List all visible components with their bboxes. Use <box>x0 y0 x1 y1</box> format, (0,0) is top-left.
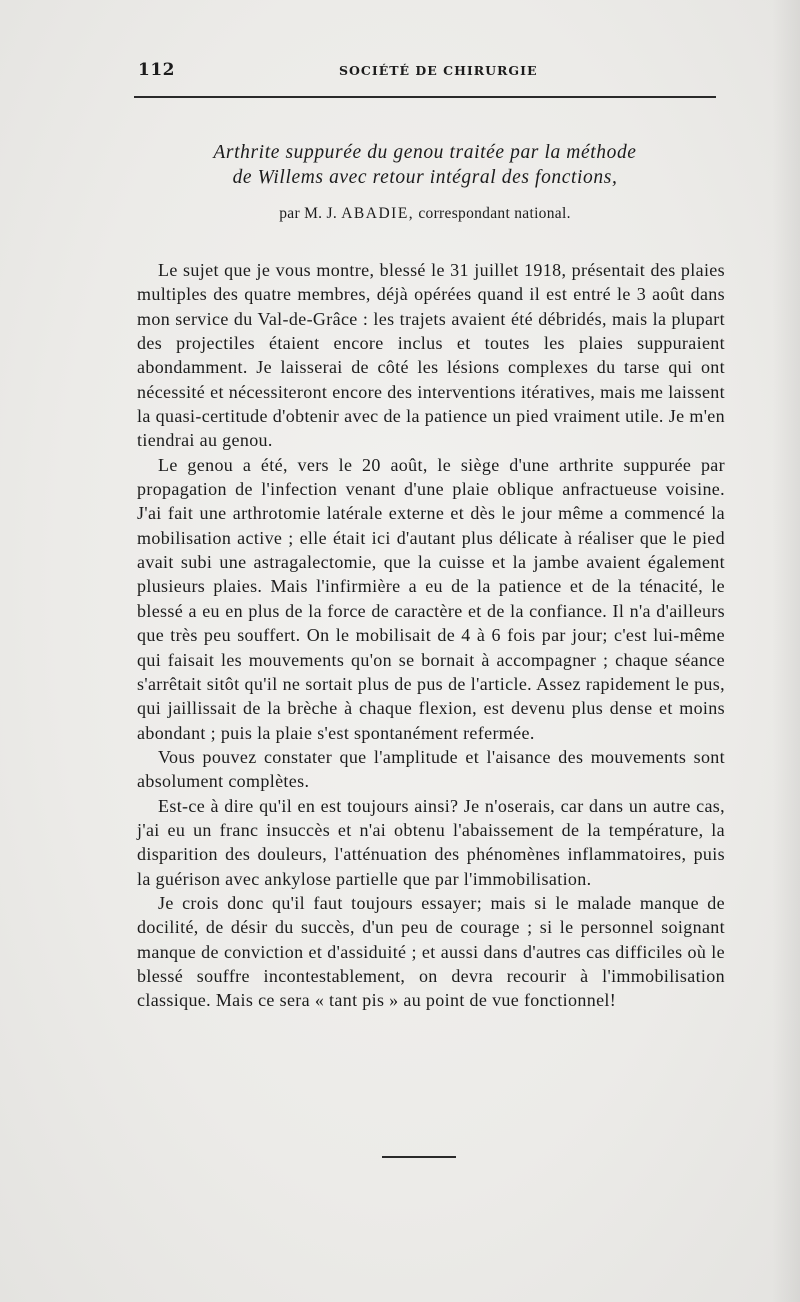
header-rule <box>134 96 716 98</box>
end-of-article-rule <box>382 1156 456 1158</box>
byline-prefix: par M. J. <box>279 205 338 222</box>
author-name: ABADIE, <box>341 205 415 222</box>
paragraph: Est-ce à dire qu'il en est toujours ainsi? Je n'oserais, car dans un autre cas, j'ai eu un franc insuccès et n'ai obtenu l'abaissement de la température, la disparition des douleurs, l'atténuation des phénomènes inflammatoires, puis la guérison avec ankylose partielle que par l'immobilisation. <box>137 795 725 889</box>
article-body <box>137 258 725 1013</box>
running-head: SOCIÉTÉ DE CHIRURGIE <box>339 63 538 78</box>
page-number: 112 <box>138 60 175 80</box>
article-title-line-2: de Willems avec retour intégral des fonctions, <box>232 167 618 188</box>
paragraph: Le sujet que je vous montre, blessé le 31 juillet 1918, présentait des plaies multiples des quatre membres, déjà opérées quand il est entré le 3 août dans mon service du Val-de-Grâce : les trajets avaient été débridés, mais la plupart des projectiles étaient encore inclus et toutes les plaies suppuraient abondamment. Je laisserai de côté les lésions complexes du tarse qui ont nécessité et nécessiteront encore des interventions itératives, mais me laissent la quasi-certitude d'obtenir avec de la patience un pied vraiment utile. Je m'en tiendrai au genou. <box>137 260 725 451</box>
paragraph: Le genou a été, vers le 20 août, le siège d'une arthrite suppurée par propagation de l'infection venant d'une plaie oblique anfractueuse voisine. J'ai fait une arthrotomie latérale externe et dès le jour même a commencé la mobilisation active ; elle était ici d'autant plus délicate à réaliser que le pied avait subi une astragalectomie, que la cuisse et la jambe avaient également plusieurs plaies. Mais l'infirmière a eu de la patience et de la ténacité, le blessé a eu en plus de la force de caractère et de la confiance. Il n'a d'ailleurs que très peu souffert. On le mobilisait de 4 à 6 fois par jour; c'est lui-même qui faisait les mouvements qu'on se bornait à accompagner ; chaque séance s'arrêtait sitôt qu'il ne sortait plus de pus de l'article. Assez rapidement le pus, qui jaillissait de la brèche à chaque flexion, est devenu plus dense et moins abondant ; puis la plaie s'est spontanément refermée. <box>137 454 725 743</box>
paragraph: Vous pouvez constater que l'amplitude et l'aisance des mouvements sont absolument complètes. <box>137 746 725 792</box>
byline-suffix: correspondant national. <box>418 205 571 222</box>
article-title <box>134 140 716 190</box>
paragraph: Je crois donc qu'il faut toujours essayer; mais si le malade manque de docilité, de désir du succès, d'un peu de courage ; si le personnel soignant manque de conviction et d'assiduité ; et aussi dans d'autres cas difficiles où le blessé souffre incontestablement, on devra recourir à l'immobilisation classique. Mais ce sera « tant pis » au point de vue fonctionnel! <box>137 892 725 1011</box>
page-header <box>134 60 716 84</box>
article-title-line-1: Arthrite suppurée du genou traitée par la méthode <box>213 142 637 163</box>
author-byline <box>134 205 716 223</box>
page-edge-shadow <box>772 0 800 1302</box>
